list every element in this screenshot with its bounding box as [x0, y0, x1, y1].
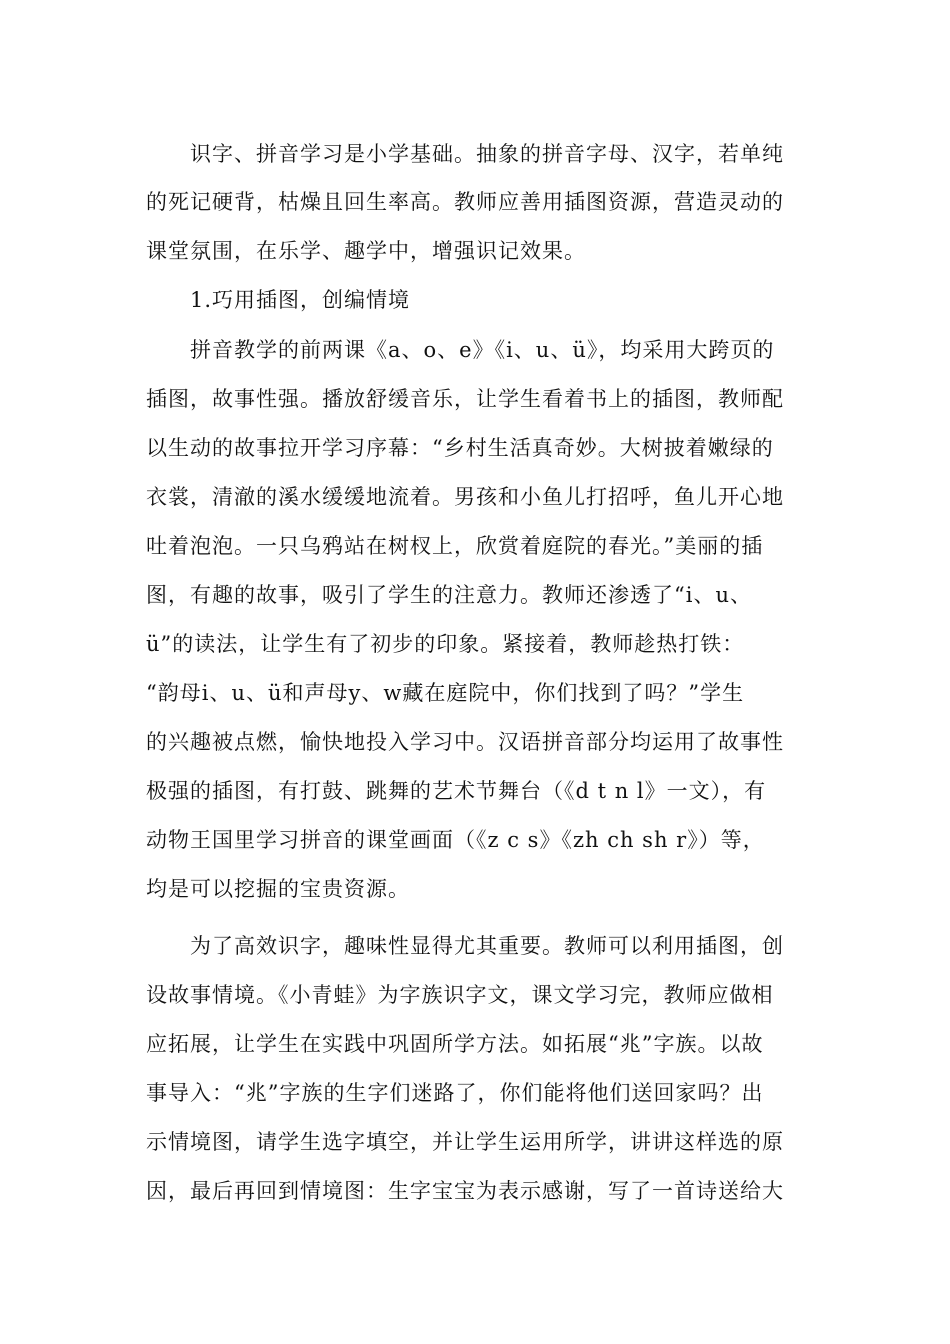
paragraph-line: 的死记硬背，枯燥且回生率高。教师应善用插图资源，营造灵动的: [146, 190, 784, 214]
paragraph-line: 为了高效识字，趣味性显得尤其重要。教师可以利用插图，创: [190, 934, 784, 958]
paragraph-line: 拼音教学的前两课《a、o、e》《i、u、ü》，均采用大跨页的: [190, 338, 775, 362]
paragraph-line: 应拓展，让学生在实践中巩固所学方法。如拓展“兆”字族。以故: [146, 1032, 764, 1056]
paragraph-line: 事导入：“兆”字族的生字们迷路了，你们能将他们送回家吗？出: [146, 1081, 764, 1105]
paragraph-line: 示情境图，请学生选字填空，并让学生运用所学，讲讲这样选的原: [146, 1130, 784, 1154]
paragraph-line: 均是可以挖掘的宝贵资源。: [146, 877, 410, 901]
paragraph-line: 极强的插图，有打鼓、跳舞的艺术节舞台（《d t n l》一文），有: [146, 779, 767, 803]
paragraph-line: 的兴趣被点燃，愉快地投入学习中。汉语拼音部分均运用了故事性: [146, 730, 784, 754]
section-heading: 1.巧用插图，创编情境: [190, 288, 411, 312]
paragraph-line: 识字、拼音学习是小学基础。抽象的拼音字母、汉字，若单纯: [190, 142, 784, 166]
paragraph-line: 以生动的故事拉开学习序幕：“乡村生活真奇妙。大树披着嫩绿的: [146, 436, 774, 460]
paragraph-line: 设故事情境。《小青蛙》为字族识字文，课文学习完，教师应做相: [146, 983, 774, 1007]
paragraph-line: 吐着泡泡。一只乌鸦站在树杈上，欣赏着庭院的春光。”美丽的插: [146, 534, 764, 558]
paragraph-line: ü”的读法，让学生有了初步的印象。紧接着，教师趁热打铁：: [146, 632, 745, 656]
paragraph-line: 衣裳，清澈的溪水缓缓地流着。男孩和小鱼儿打招呼，鱼儿开心地: [146, 485, 784, 509]
paragraph-line: 课堂氛围，在乐学、趣学中，增强识记效果。: [146, 239, 586, 263]
paragraph-line: 动物王国里学习拼音的课堂画面（《z c s》《zh ch sh r》）等，: [146, 828, 765, 852]
paragraph-line: “韵母i、u、ü和声母y、w藏在庭院中，你们找到了吗？”学生: [146, 681, 745, 705]
paragraph-line: 图，有趣的故事，吸引了学生的注意力。教师还渗透了“i、u、: [146, 583, 752, 607]
paragraph-line: 因，最后再回到情境图：生字宝宝为表示感谢，写了一首诗送给大: [146, 1179, 784, 1203]
paragraph-line: 插图，故事性强。播放舒缓音乐，让学生看着书上的插图，教师配: [146, 387, 784, 411]
